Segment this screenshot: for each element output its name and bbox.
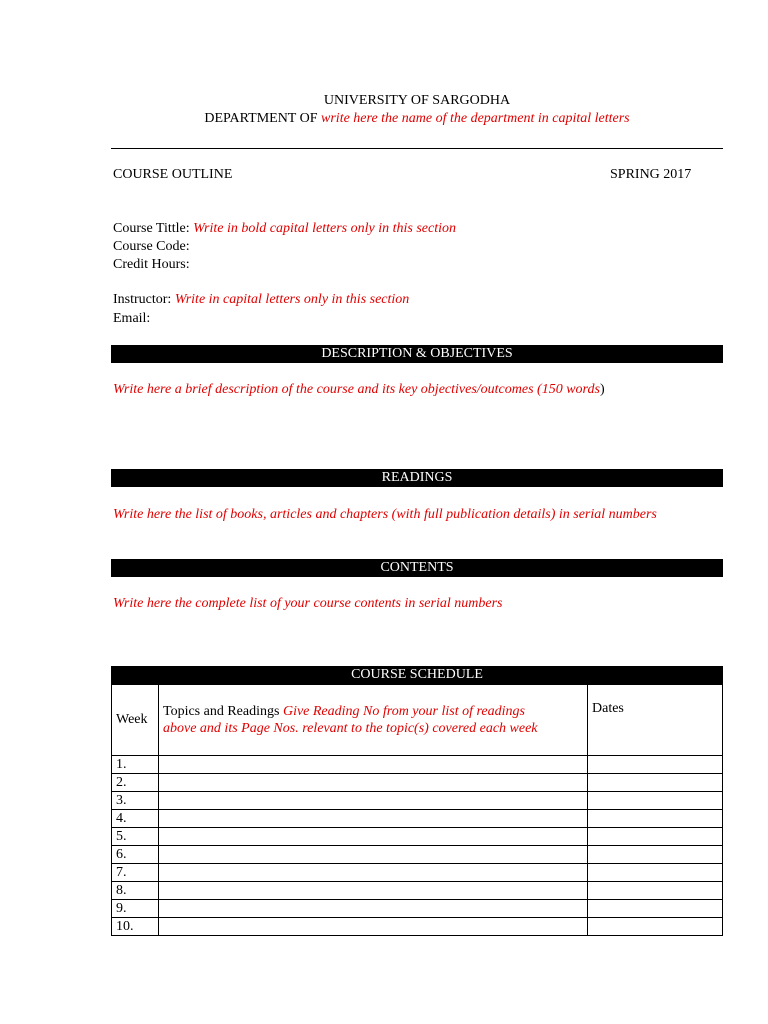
topics-cell[interactable]	[159, 864, 588, 882]
topics-cell[interactable]	[159, 918, 588, 936]
description-hint: Write here a brief description of the course and its key objectives/outcomes (150 words	[113, 382, 600, 397]
readings-hint: Write here the list of books, articles and chapters (with full publication details) in serial numbers	[113, 507, 657, 522]
description-hint-close: )	[599, 382, 605, 397]
topics-label: Topics and Readings	[163, 704, 280, 719]
topics-column-header	[159, 685, 588, 756]
topics-cell[interactable]	[159, 792, 588, 810]
topics-cell[interactable]	[159, 846, 588, 864]
week-column-header: Week	[112, 685, 159, 756]
department-prefix: DEPARTMENT OF	[204, 111, 318, 126]
table-row	[112, 900, 723, 918]
credit-hours-label: Credit Hours:	[113, 257, 190, 272]
course-outline-title: COURSE OUTLINE	[113, 167, 233, 182]
dates-cell[interactable]	[588, 792, 723, 810]
header-divider	[111, 148, 723, 149]
instructor-hint: Write in capital letters only in this section	[174, 292, 410, 307]
week-number: 5.	[112, 828, 159, 846]
topics-cell[interactable]	[159, 756, 588, 774]
week-number: 2.	[112, 774, 159, 792]
week-number: 6.	[112, 846, 159, 864]
week-number: 8.	[112, 882, 159, 900]
table-row	[112, 828, 723, 846]
week-number: 7.	[112, 864, 159, 882]
contents-hint: Write here the complete list of your course contents in serial numbers	[113, 596, 503, 611]
dates-cell[interactable]	[588, 828, 723, 846]
table-row	[112, 792, 723, 810]
dates-cell[interactable]	[588, 846, 723, 864]
description-heading: DESCRIPTION & OBJECTIVES	[111, 345, 723, 363]
department-line	[111, 111, 723, 127]
topics-cell[interactable]	[159, 882, 588, 900]
description-hint-line	[113, 382, 605, 398]
table-row	[112, 864, 723, 882]
dates-cell[interactable]	[588, 918, 723, 936]
dates-cell[interactable]	[588, 882, 723, 900]
university-name: UNIVERSITY OF SARGODHA	[323, 93, 511, 108]
dates-cell[interactable]	[588, 774, 723, 792]
week-number: 1.	[112, 756, 159, 774]
department-hint: write here the name of the department in capital letters	[321, 111, 630, 126]
course-title-line	[113, 221, 456, 237]
dates-cell[interactable]	[588, 810, 723, 828]
topics-cell[interactable]	[159, 900, 588, 918]
schedule-table	[111, 684, 723, 936]
course-title-hint: Write in bold capital letters only in this section	[193, 221, 457, 236]
topics-cell[interactable]	[159, 828, 588, 846]
email-label: Email:	[113, 311, 151, 326]
topics-cell[interactable]	[159, 810, 588, 828]
table-row	[112, 756, 723, 774]
schedule-header-row	[112, 685, 723, 756]
table-row	[112, 810, 723, 828]
contents-heading: CONTENTS	[111, 559, 723, 577]
topics-hint-1: Give Reading No from your list of readings	[282, 704, 525, 719]
week-number: 10.	[112, 918, 159, 936]
dates-cell[interactable]	[588, 900, 723, 918]
dates-column-header: Dates	[588, 685, 723, 756]
dates-cell[interactable]	[588, 864, 723, 882]
dates-cell[interactable]	[588, 756, 723, 774]
table-row	[112, 846, 723, 864]
table-row	[112, 918, 723, 936]
topics-hint-2: above and its Page Nos. relevant to the topic(s) covered each week	[163, 721, 538, 736]
instructor-label: Instructor:	[113, 292, 172, 307]
term-label: SPRING 2017	[610, 167, 692, 182]
instructor-line	[113, 292, 409, 308]
table-row	[112, 882, 723, 900]
week-number: 3.	[112, 792, 159, 810]
week-number: 4.	[112, 810, 159, 828]
course-title-label: Course Tittle:	[113, 221, 190, 236]
week-number: 9.	[112, 900, 159, 918]
readings-heading: READINGS	[111, 469, 723, 487]
table-row	[112, 774, 723, 792]
schedule-heading: COURSE SCHEDULE	[111, 666, 723, 684]
topics-cell[interactable]	[159, 774, 588, 792]
course-code-label: Course Code:	[113, 239, 190, 254]
